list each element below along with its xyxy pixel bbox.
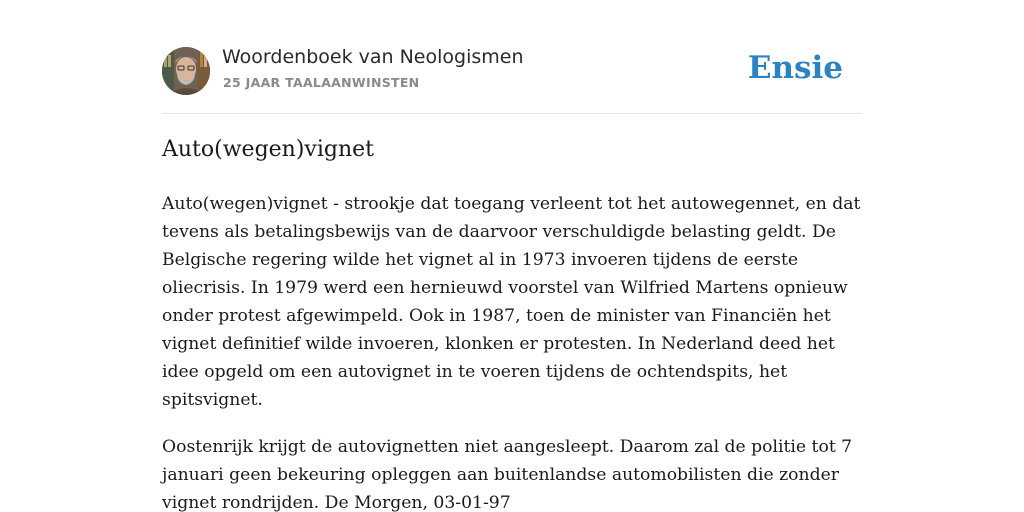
author-avatar[interactable]: [162, 47, 210, 95]
paragraph-line: idee opgeld om een autovignet in te voeren tijdens de ochtendspits, het: [162, 362, 788, 382]
site-header: [162, 46, 862, 96]
paragraph-line: vignet definitief wilde invoeren, klonken er protesten. In Nederland deed het: [162, 334, 835, 354]
article-paragraph-quote: [162, 433, 862, 512]
paragraph-line: onder protest afgewimpeld. Ook in 1987, toen de minister van Financiën het: [162, 306, 831, 326]
paragraph-line: Belgische regering wilde het vignet al in 1973 invoeren tijdens de eerste: [162, 250, 799, 270]
article-title: Auto(wegen)vignet: [162, 137, 375, 162]
article-paragraph-definition: [162, 190, 862, 414]
paragraph-line: spitsvignet.: [162, 390, 263, 410]
author-portrait-icon: [162, 47, 210, 95]
article-body: [162, 190, 862, 512]
paragraph-line: tevens als betalingsbewijs van de daarvoor verschuldigde belasting geldt. De: [162, 222, 836, 242]
ensie-logo[interactable]: Ensie: [747, 50, 843, 86]
paragraph-line: oliecrisis. In 1979 werd een hernieuwd voorstel van Wilfried Martens opnieuw: [162, 278, 848, 298]
site-subtitle: 25 JAAR TAALAANWINSTEN: [223, 75, 420, 90]
paragraph-line: vignet rondrijden. De Morgen, 03-01-97: [162, 493, 511, 512]
site-title[interactable]: Woordenboek van Neologismen: [222, 46, 524, 68]
header-divider: [162, 113, 862, 114]
paragraph-line: Oostenrijk krijgt de autovignetten niet aangesleept. Daarom zal de politie tot 7: [162, 437, 853, 457]
paragraph-line: Auto(wegen)vignet - strookje dat toegang verleent tot het autowegennet, en dat: [162, 194, 861, 214]
paragraph-line: januari geen bekeuring opleggen aan buitenlandse automobilisten die zonder: [162, 465, 839, 485]
